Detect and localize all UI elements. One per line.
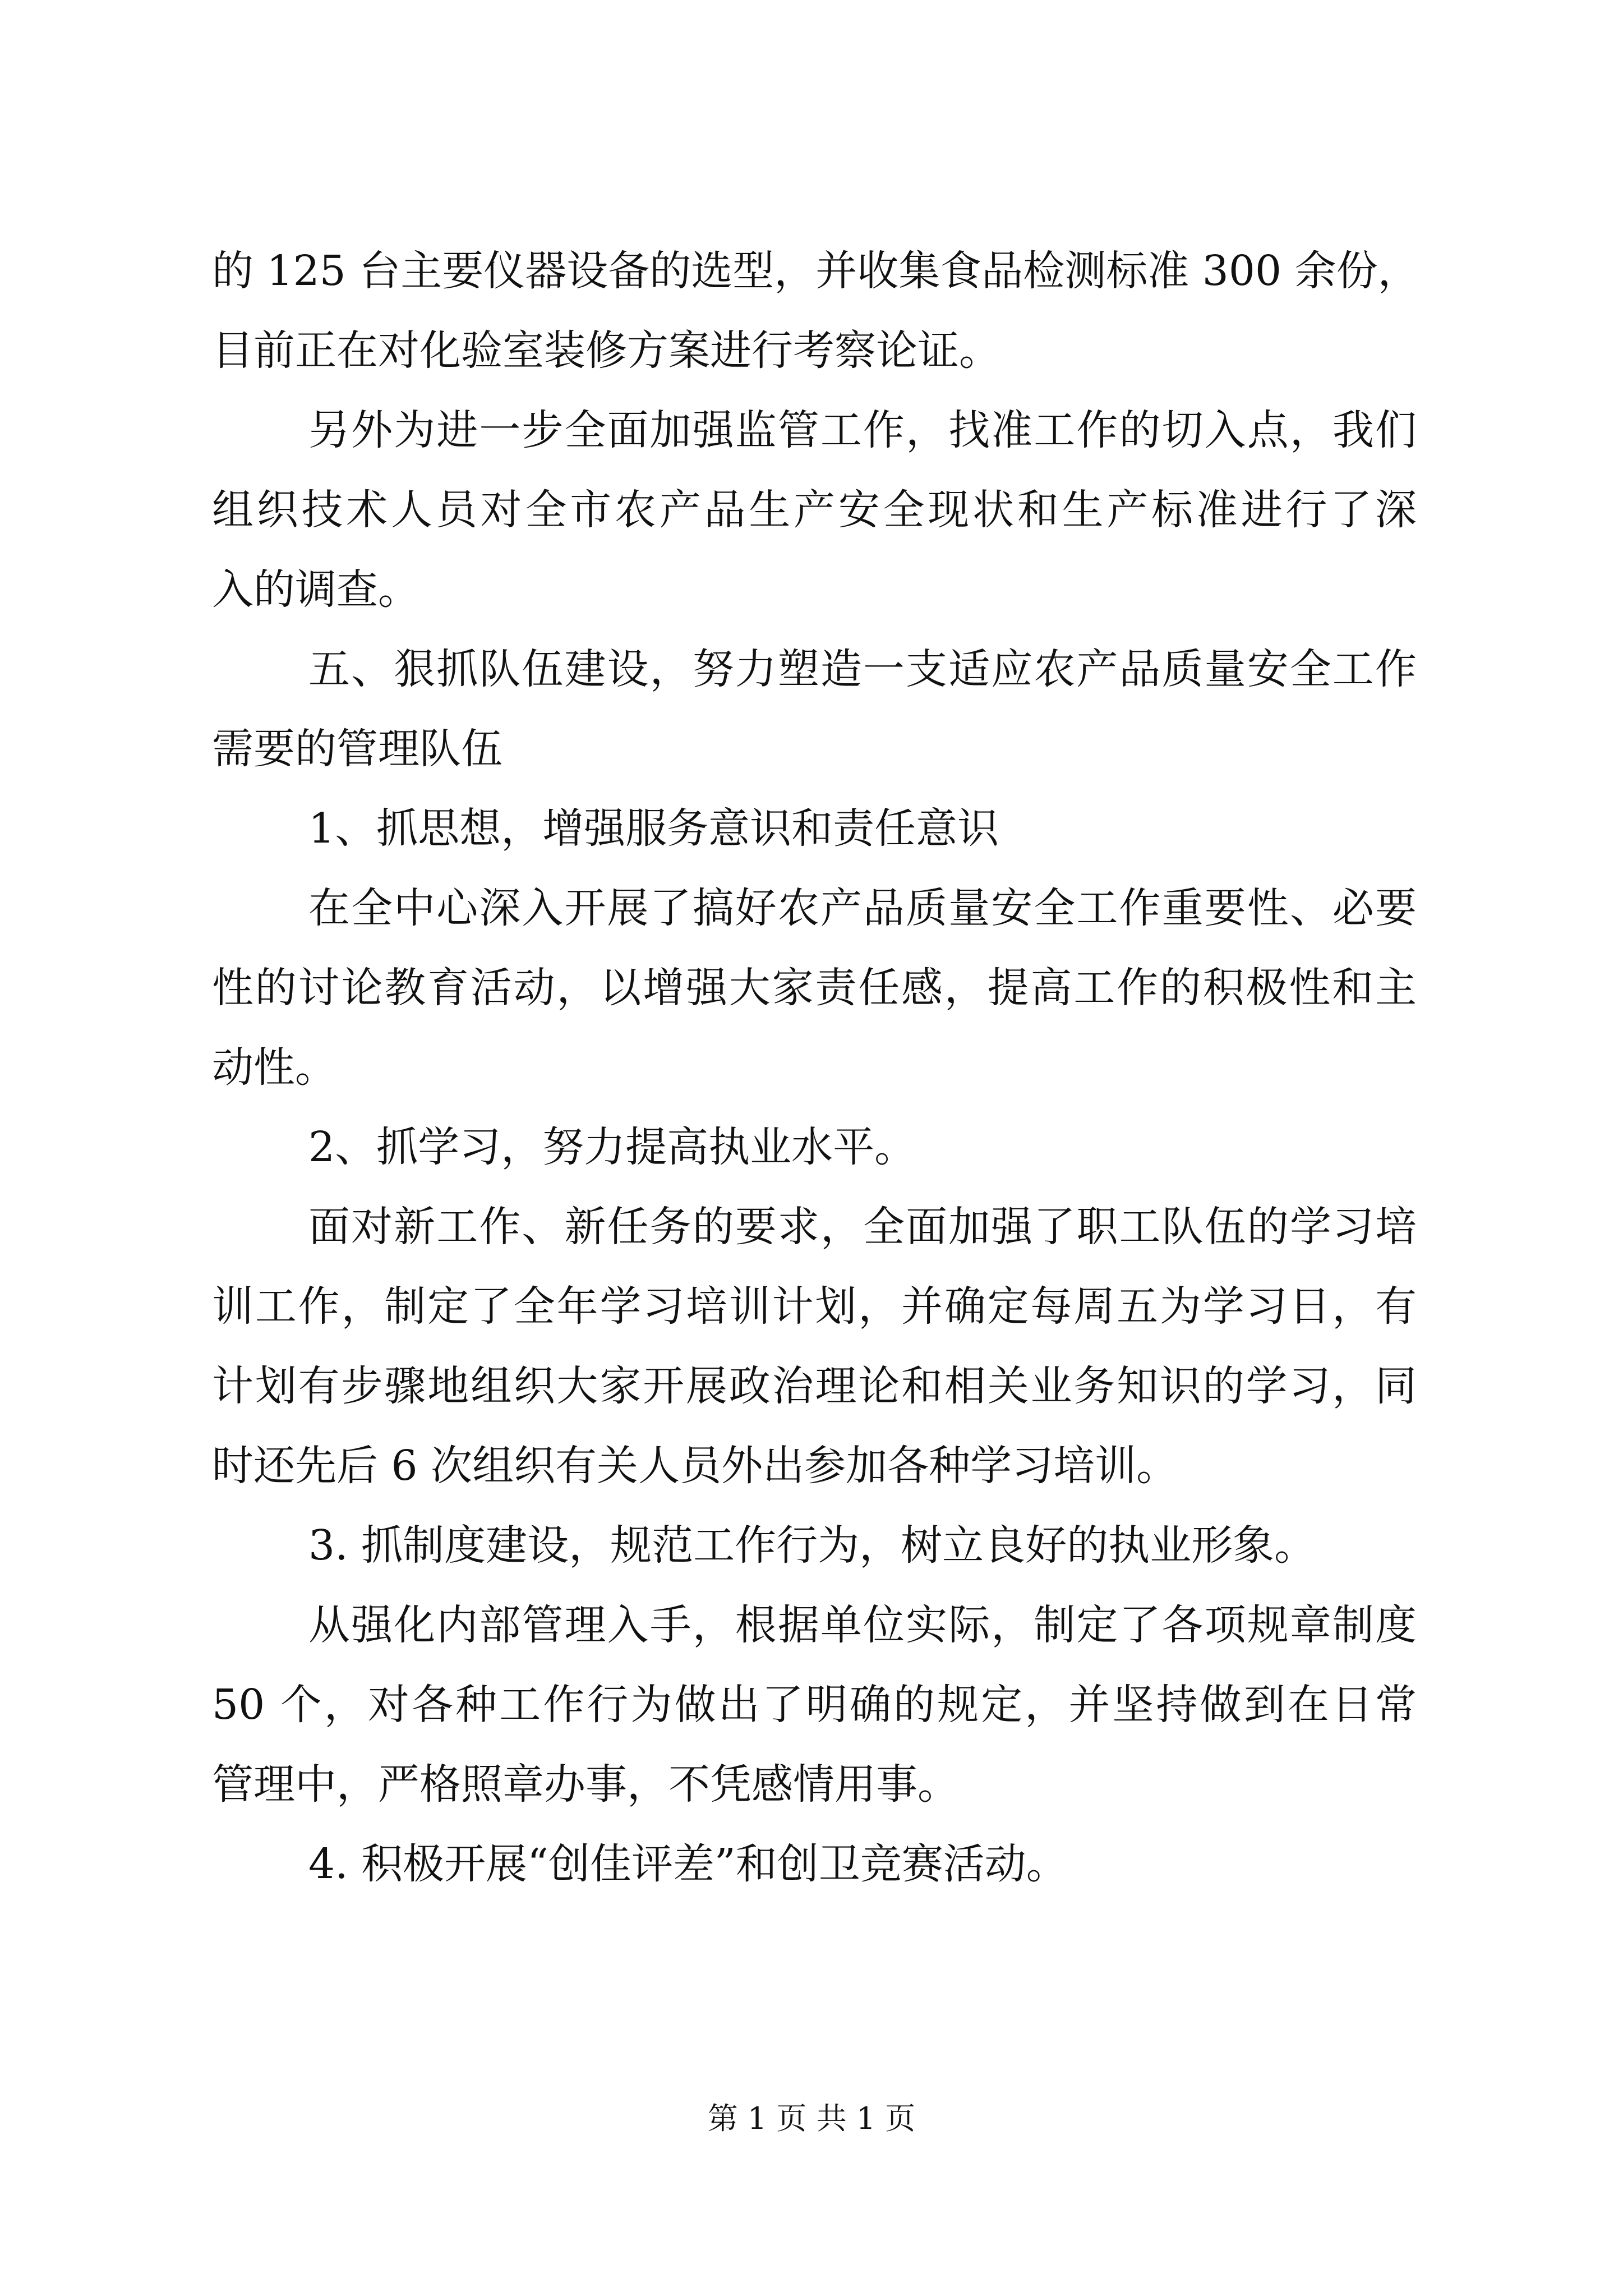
paragraph-first-line: 另外为进一步全面加强监管工作，找准工作的切入点，我们 bbox=[308, 406, 1417, 454]
text-line: 的 125 台主要仪器设备的选型，并收集食品检测标准 300 余份， bbox=[212, 247, 1419, 295]
paragraph-first-line: 在全中心深入开展了搞好农产品质量安全工作重要性、必要 bbox=[308, 884, 1417, 932]
subheading: 2、抓学习，努力提高执业水平。 bbox=[308, 1123, 916, 1171]
text-line: 性的讨论教育活动，以增强大家责任感，提高工作的积极性和主 bbox=[212, 964, 1417, 1012]
text-line: 时还先后 6 次组织有关人员外出参加各种学习培训。 bbox=[212, 1442, 1178, 1490]
paragraph-first-line: 面对新工作、新任务的要求，全面加强了职工队伍的学习培 bbox=[308, 1203, 1417, 1251]
subheading: 4. 积极开展“创佳评差”和创卫竞赛活动。 bbox=[308, 1840, 1068, 1888]
paragraph-first-line: 从强化内部管理入手，根据单位实际，制定了各项规章制度 bbox=[308, 1601, 1417, 1649]
section-heading-continued: 需要的管理队伍 bbox=[212, 725, 502, 773]
section-heading: 五、狠抓队伍建设，努力塑造一支适应农产品质量安全工作 bbox=[308, 645, 1417, 693]
subheading: 1、抓思想，增强服务意识和责任意识 bbox=[308, 804, 999, 853]
document-body bbox=[212, 231, 1417, 1904]
subheading: 3. 抓制度建设，规范工作行为，树立良好的执业形象。 bbox=[308, 1521, 1316, 1570]
text-line: 入的调查。 bbox=[212, 565, 419, 614]
text-line: 训工作，制定了全年学习培训计划，并确定每周五为学习日，有 bbox=[212, 1282, 1417, 1331]
text-line: 动性。 bbox=[212, 1043, 336, 1092]
text-line: 50 个，对各种工作行为做出了明确的规定，并坚持做到在日常 bbox=[212, 1681, 1417, 1729]
text-line: 组织技术人员对全市农产品生产安全现状和生产标准进行了深 bbox=[212, 486, 1417, 534]
page-footer: 第 1 页 共 1 页 bbox=[707, 2101, 916, 2136]
text-line: 管理中，严格照章办事，不凭感情用事。 bbox=[212, 1760, 959, 1809]
text-line: 目前正在对化验室装修方案进行考察论证。 bbox=[212, 326, 1000, 375]
text-line: 计划有步骤地组织大家开展政治理论和相关业务知识的学习，同 bbox=[212, 1362, 1417, 1410]
